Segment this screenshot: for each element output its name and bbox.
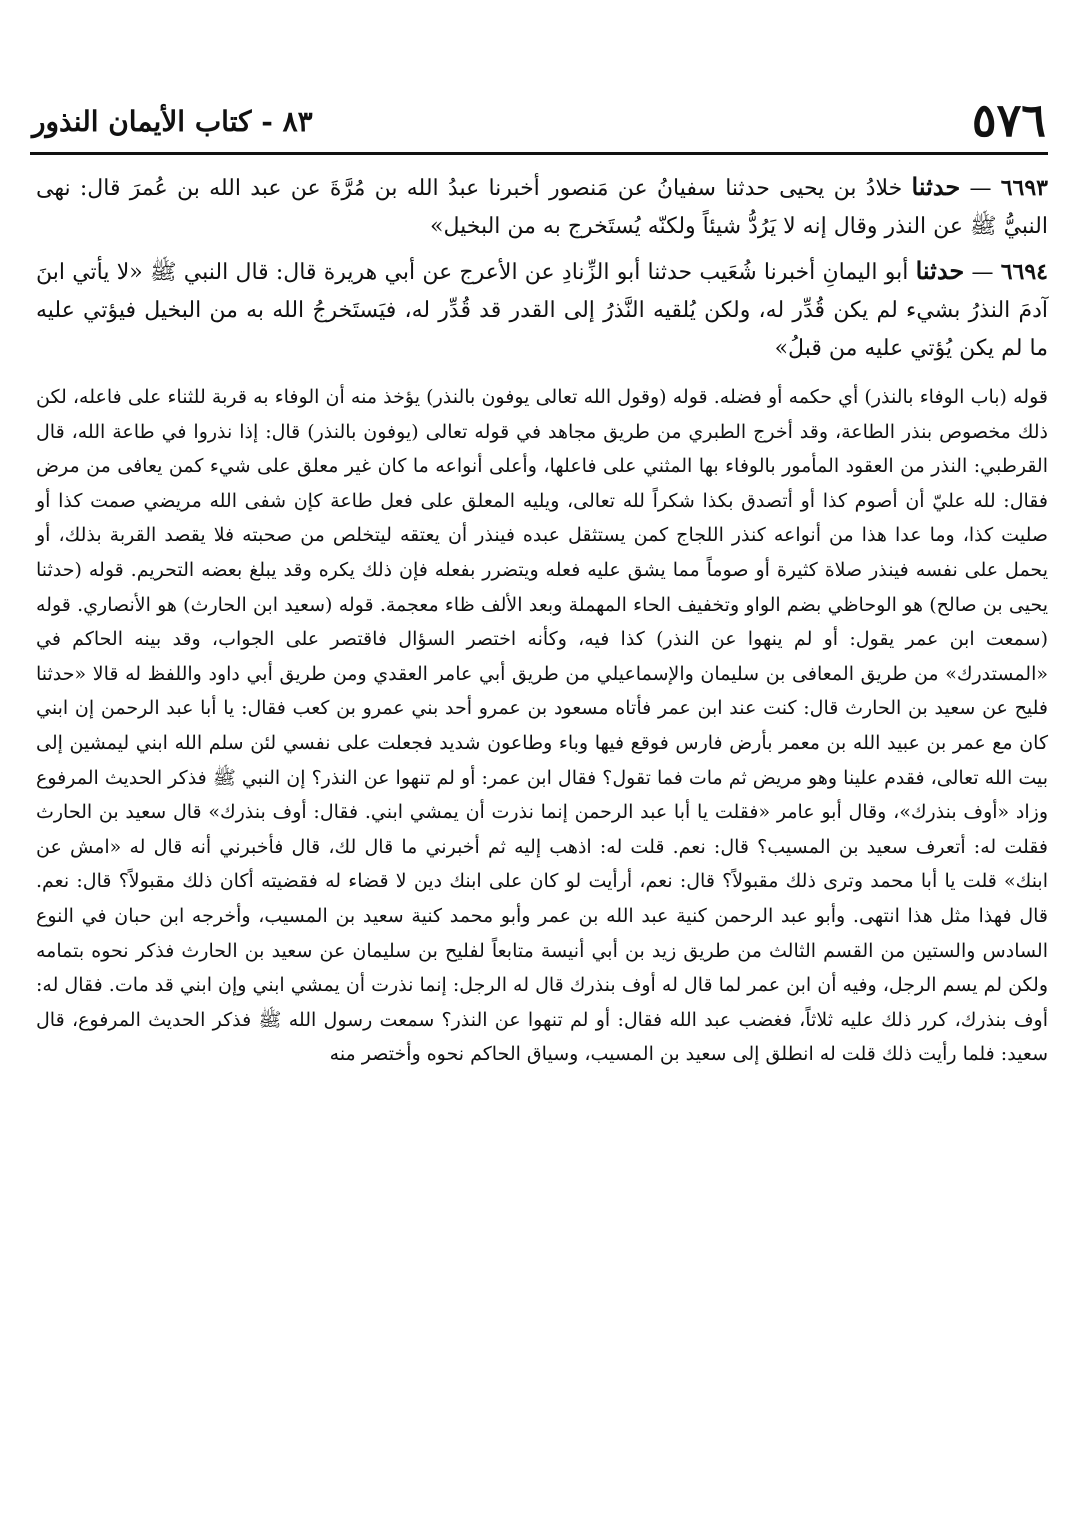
header-rule: [30, 152, 1048, 155]
hadith-text: خلادُ بن يحيى حدثنا سفيانُ عن مَنصور أخبرنا عبدُ الله بن مُرَّةَ عن عبد الله بن عُمرَ قال: نهى النبيُّ ﷺ عن النذر وقال إنه لا يَرُدُّ شيئاً ولكنّه يُستَخرج به من البخيل»: [36, 176, 1048, 239]
hadith-6694: [36, 252, 1048, 368]
hadith-6693: [36, 168, 1048, 246]
page-number: ٥٧٦: [971, 93, 1046, 147]
hadith-number: ٦٦٩٤: [1000, 259, 1048, 285]
hadith-opening: حدثنا: [915, 256, 965, 285]
hadith-number: ٦٦٩٣: [1000, 175, 1048, 201]
hadith-text: أبو اليمانِ أخبرنا شُعَيب حدثنا أبو الزِّنادِ عن الأعرج عن أبي هريرة قال: قال النبي ﷺ «لا يأتي ابنَ آدمَ النذرُ بشيء لم يكن قُدِّر له، ولكن يُلقيه النَّذرُ إلى القدر قد قُدِّر له، فيَستَخرجُ الله به من البخيل فيؤتي عليه ما لم يكن يُؤتي عليه من قبلُ»: [36, 260, 1048, 361]
hadith-dash: —: [960, 176, 1001, 201]
hadith-opening: حدثنا: [911, 172, 961, 201]
page-content: [36, 168, 1048, 1072]
hadith-dash: —: [964, 260, 1001, 285]
commentary-text: قوله (باب الوفاء بالنذر) أي حكمه أو فضله. قوله (وقول الله تعالى يوفون بالنذر) يؤخذ منه أن الوفاء به قربة للثناء على فاعله، لكن ذلك مخصوص بنذر الطاعة، وقد أخرج الطبري من طريق مجاهد في قوله تعالى (يوفون بالنذر) قال: إذا نذروا في طاعة الله، قال القرطبي: النذر من العقود المأمور بالوفاء بها المثني على فاعلها، وأعلى أنواعه ما كان غير معلق على شيء كمن يعافى من مرض فقال: لله عليّ أن أصوم كذا أو أتصدق بكذا شكراً لله تعالى، ويليه المعلق على فعل طاعة كإن شفى الله مريضي صمت كذا أو صليت كذا، وما عدا هذا من أنواعه كنذر اللجاج كمن يستثقل عبده فينذر أن يعتقه ليتخلص من صحبته فلا يقصد القربة بذلك، أو يحمل على نفسه فينذر صلاة كثيرة أو صوماً مما يشق عليه فعله ويتضرر بفعله فإن ذلك يكره وقد يبلغ بعضه التحريم. قوله (حدثنا يحيى بن صالح) هو الوحاظي بضم الواو وتخفيف الحاء المهملة وبعد الألف ظاء معجمة. قوله (سعيد ابن الحارث) هو الأنصاري. قوله (سمعت ابن عمر يقول: أو لم ينهوا عن النذر) كذا فيه، وكأنه اختصر السؤال فاقتصر على الجواب، وقد بينه الحاكم في «المستدرك» من طريق المعافى بن سليمان والإسماعيلي من طريق أبي عامر العقدي ومن طريق أبي داود واللفظ له قالا «حدثنا فليح عن سعيد بن الحارث قال: كنت عند ابن عمر فأتاه مسعود بن عمرو أحد بني عمرو بن كعب فقال: يا أبا عبد الرحمن إن ابني كان مع عمر بن عبيد الله بن معمر بأرض فارس فوقع فيها وباء وطاعون شديد فجعلت على نفسي لئن سلم الله ابني ليمشين إلى بيت الله تعالى، فقدم علينا وهو مريض ثم مات فما تقول؟ فقال ابن عمر: أو لم تنهوا عن النذر؟ إن النبي ﷺ فذكر الحديث المرفوع وزاد «أوف بنذرك»، وقال أبو عامر «فقلت يا أبا عبد الرحمن إنما نذرت أن يمشي ابني. فقال: أوف بنذرك» قال سعيد بن الحارث فقلت له: أتعرف سعيد بن المسيب؟ قال: نعم. قلت له: اذهب إليه ثم أخبرني ما قال لك، قال فأخبرني أنه قال له «امش عن ابنك» قلت يا أبا محمد وترى ذلك مقبولاً؟ قال: نعم، أرأيت لو كان على ابنك دين لا قضاء له فقضيته أكان ذلك مقبولاً؟ قال: نعم. قال فهذا مثل هذا انتهى. وأبو عبد الرحمن كنية عبد الله بن عمر وأبو محمد كنية سعيد بن المسيب، وأخرجه ابن حبان في النوع السادس والستين من القسم الثالث من طريق زيد بن أبي أنيسة متابعاً لفليح بن سليمان عن سعيد بن الحارث فذكر نحوه بتمامه ولكن لم يسم الرجل، وفيه أن ابن عمر لما قال له أوف بنذرك قال له الرجل: إنما نذرت أن يمشي ابني وإن ابني قد مات. فقال له: أوف بنذرك، كرر ذلك عليه ثلاثاً، فغضب عبد الله فقال: أو لم تنهوا عن النذر؟ سمعت رسول الله ﷺ فذكر الحديث المرفوع، قال سعيد: فلما رأيت ذلك قلت له انطلق إلى سعيد بن المسيب، وسياق الحاكم نحوه وأختصر منه: [36, 386, 1049, 1066]
running-title: ٨٣ - كتاب الأيمان النذور: [32, 105, 313, 138]
page-header: [32, 92, 1046, 152]
